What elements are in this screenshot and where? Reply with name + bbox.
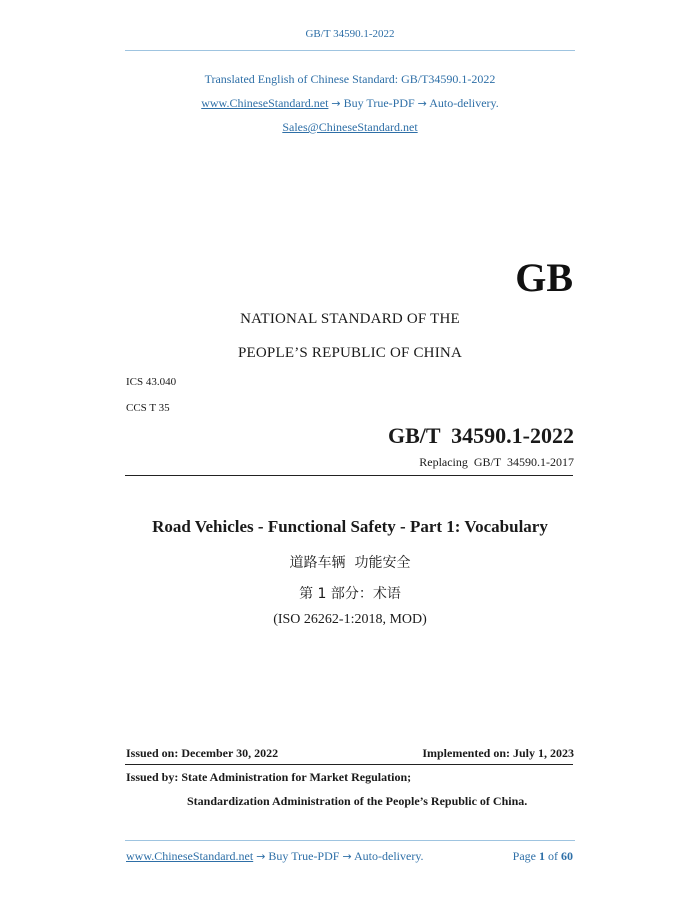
issued-on: Issued on: December 30, 2022 — [126, 746, 279, 760]
subtitle-chinese: 第 1 部分：术语 — [299, 586, 401, 602]
issued-by-line-2: Standardization Administration of the People’s Republic of China. — [187, 794, 528, 808]
page-current: 1 — [539, 849, 545, 863]
delivery-text: Auto-delivery. — [429, 96, 499, 110]
header-rule — [125, 50, 575, 51]
national-line-1: NATIONAL STANDARD OF THE — [240, 311, 460, 327]
footer-buy-text: Buy True-PDF — [268, 849, 340, 863]
email-link[interactable]: Sales@ChineseStandard.net — [282, 120, 418, 134]
iso-reference: (ISO 26262-1:2018, MOD) — [273, 612, 427, 627]
footer-rule — [125, 840, 575, 841]
buy-text: Buy True-PDF — [343, 96, 415, 110]
page-label: Page — [512, 849, 536, 863]
running-header: GB/T 34590.1-2022 — [305, 28, 395, 40]
footer-links — [126, 849, 424, 864]
footer-delivery-text: Auto-delivery. — [354, 849, 424, 863]
number-rule — [125, 475, 573, 476]
title-english: Road Vehicles - Functional Safety - Part 1: Vocabulary — [152, 517, 548, 536]
implemented-on: Implemented on: July 1, 2023 — [422, 746, 574, 760]
site-link[interactable]: www.ChineseStandard.net — [201, 96, 329, 110]
arrow-right-icon: → — [331, 97, 341, 110]
footer-site-link[interactable]: www.ChineseStandard.net — [126, 849, 254, 863]
ccs-code: CCS T 35 — [126, 402, 170, 414]
page-total: 60 — [561, 849, 573, 863]
page-indicator — [513, 849, 573, 864]
replacing-note: Replacing GB/T 34590.1-2017 — [419, 455, 574, 469]
issued-by-line-1: Issued by: State Administration for Market Regulation; — [126, 770, 412, 784]
dates-rule — [125, 764, 573, 765]
email-line — [0, 120, 700, 135]
promo-line: Translated English of Chinese Standard: GB/T34590.1-2022 — [204, 72, 496, 86]
gb-logo: GB — [515, 255, 573, 300]
arrow-right-icon: → — [256, 850, 266, 863]
ics-code: ICS 43.040 — [126, 376, 177, 388]
national-line-2: PEOPLE’S REPUBLIC OF CHINA — [238, 345, 462, 361]
arrow-right-icon: → — [342, 850, 352, 863]
arrow-right-icon: → — [417, 97, 427, 110]
page-of: of — [548, 849, 558, 863]
standard-number: GB/T 34590.1-2022 — [387, 423, 574, 448]
title-chinese: 道路车辆 功能安全 — [289, 555, 411, 571]
promo-links — [0, 96, 700, 111]
